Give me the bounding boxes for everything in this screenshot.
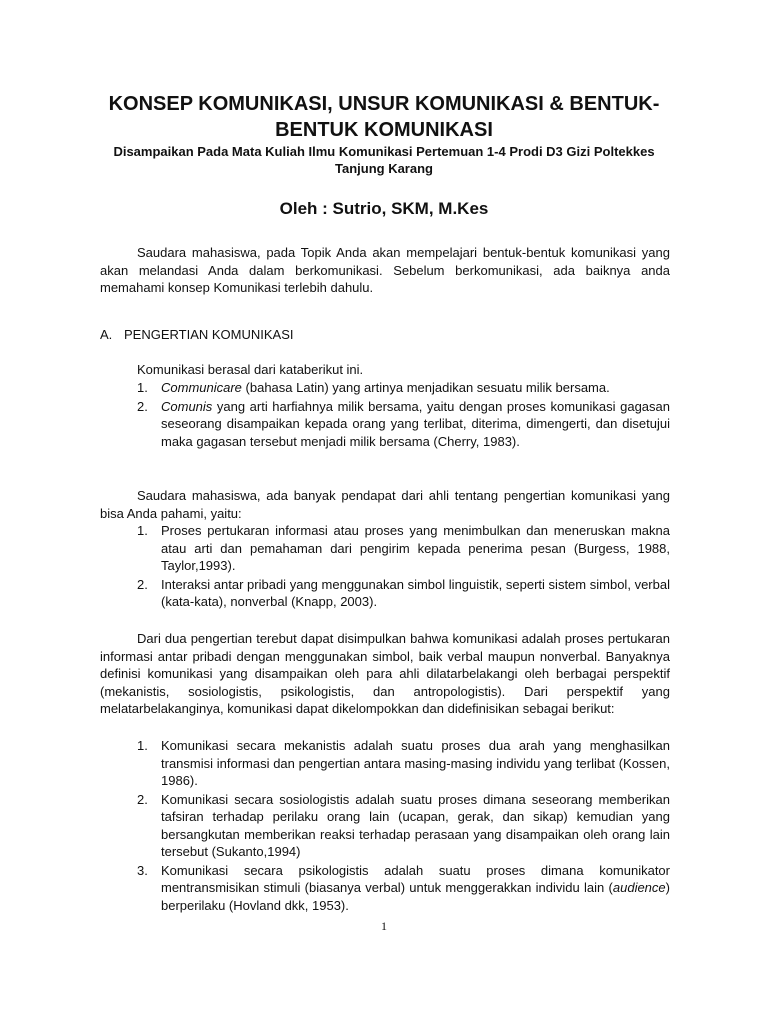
list-item xyxy=(137,862,670,915)
section-title: PENGERTIAN KOMUNIKASI xyxy=(124,327,294,342)
definitions-list xyxy=(137,522,670,612)
list-text: Interaksi antar pribadi yang menggunakan simbol linguistik, seperti sistem simbol, verbal (kata-kata), nonverbal (Knapp, 2003). xyxy=(161,576,670,609)
list-item xyxy=(137,737,670,790)
perspectives-paragraph: Dari dua pengertian terebut dapat disimpulkan bahwa komunikasi adalah proses pertukaran informasi antar pribadi dengan menggunakan simbol, baik verbal maupun nonverbal. Banyaknya definisi komunikasi yang disampaikan oleh para ahli dilatarbelakangi oleh berbagai perspektif (mekanistis, sosiologistis, psikologistis, dan antropologistis). Dari perspektif yang melatarbelakanginya, komunikasi dapat dikelompokkan dan didefinisikan sebagai berikut: xyxy=(100,631,670,716)
list-item xyxy=(137,576,670,611)
list-number: 1. xyxy=(137,738,148,753)
definitions-intro-paragraph: Saudara mahasiswa, ada banyak pendapat dari ahli tentang pengertian komunikasi yang bisa Anda pahami, yaitu: xyxy=(100,488,670,521)
list-number: 3. xyxy=(137,862,148,878)
origins-lead: Komunikasi berasal dari kataberikut ini. xyxy=(137,362,364,377)
document-title: KONSEP KOMUNIKASI, UNSUR KOMUNIKASI & BENTUK-BENTUK KOMUNIKASI xyxy=(108,93,660,141)
list-text: ) berperilaku (Hovland dkk, 1953). xyxy=(161,880,670,913)
list-item xyxy=(137,522,670,575)
list-text: yang arti harfiahnya milik bersama, yaitu dengan proses komunikasi gagasan seseorang disampaikan kepada orang yang terlibat, diterima, dimengerti, dan disetujui maka gagasan tersebut menjadi milik bersama (Cherry, 1983). xyxy=(161,398,670,449)
list-text: (bahasa Latin) yang artinya menjadikan sesuatu milik bersama. xyxy=(241,380,610,395)
list-number: 2. xyxy=(137,398,148,414)
page-number: 1 xyxy=(381,919,387,933)
perspectives-list xyxy=(137,737,670,915)
intro-paragraph: Saudara mahasiswa, pada Topik Anda akan mempelajari bentuk-bentuk komunikasi yang akan melandasi Anda dalam berkomunikasi. Sebelum berkomunikasi, ada baiknya anda memahami konsep Komunikasi terlebih dahulu. xyxy=(100,245,670,295)
term-latin: Communicare xyxy=(161,380,242,395)
list-number: 1. xyxy=(137,523,148,538)
section-letter: A. xyxy=(100,327,113,342)
list-item xyxy=(137,398,670,451)
term-audience: audience xyxy=(612,880,666,895)
author-line: Oleh : Sutrio, SKM, M.Kes xyxy=(279,199,489,218)
list-text: Komunikasi secara psikologistis adalah suatu proses dimana komunikator mentransmisikan stimuli (biasanya verbal) untuk menggerakkan individu lain ( xyxy=(161,862,670,895)
list-item xyxy=(137,379,670,397)
list-number: 1. xyxy=(137,380,148,395)
origins-list xyxy=(137,379,670,451)
list-text: Proses pertukaran informasi atau proses yang menimbulkan dan meneruskan makna atau arti dan pemahaman dari pengirim kepada penerima pesan (Burgess, 1988, Taylor,1993). xyxy=(161,523,670,573)
section-heading xyxy=(100,326,294,343)
list-text: Komunikasi secara sosiologistis adalah suatu proses dimana seseorang memberikan tafsiran terhadap perilaku orang lain (ucapan, gerak, dan sikap) kemudian yang bersangkutan memberikan reaksi terhadap perasaan yang disampaikan oleh orang lain tersebut (Sukanto,1994) xyxy=(161,791,670,859)
term-latin: Comunis xyxy=(161,398,213,414)
document-subtitle: Disampaikan Pada Mata Kuliah Ilmu Komunikasi Pertemuan 1-4 Prodi D3 Gizi Poltekkes Tanjung Karang xyxy=(113,144,655,176)
list-item xyxy=(137,791,670,861)
list-number: 2. xyxy=(137,791,148,807)
list-number: 2. xyxy=(137,576,148,592)
list-text: Komunikasi secara mekanistis adalah suatu proses dua arah yang menghasilkan transmisi informasi dan pengertian antara masing-masing individu yang terlibat (Kossen, 1986). xyxy=(161,738,670,788)
